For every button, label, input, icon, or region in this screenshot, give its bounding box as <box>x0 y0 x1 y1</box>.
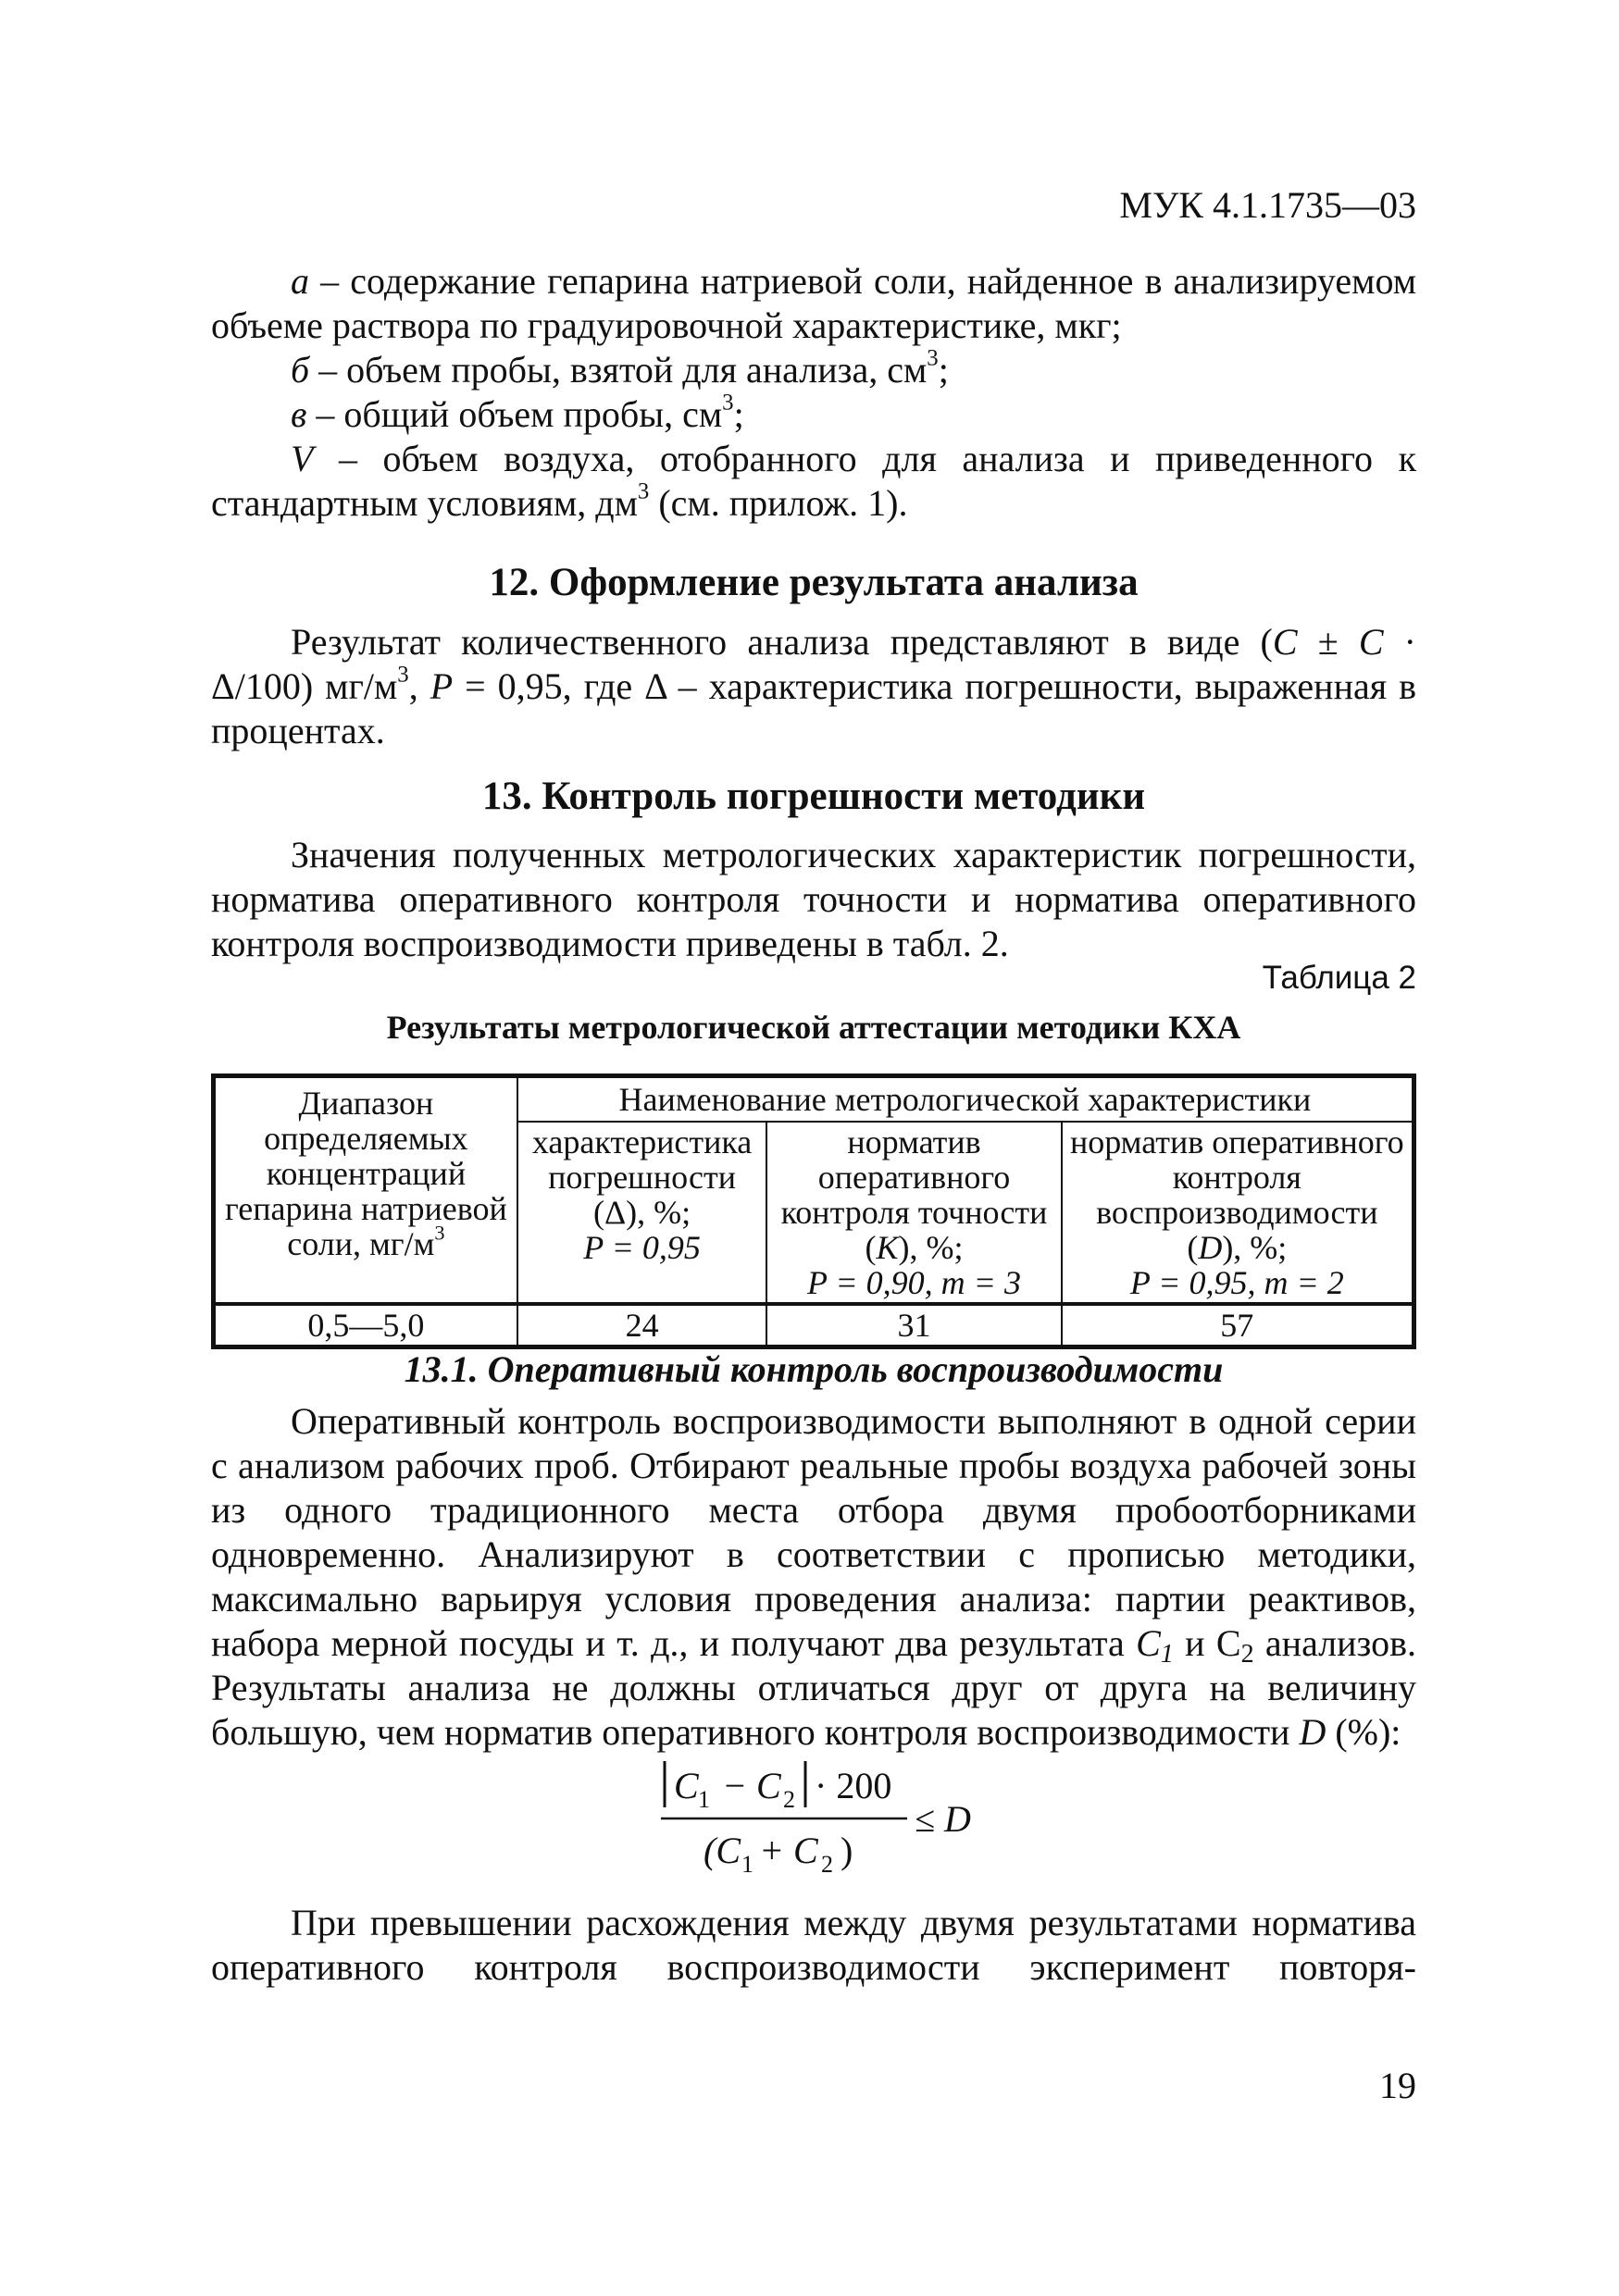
section-13-1-paragraph: Оперативный контроль воспроизводимости выполняют в одной серии с анализом рабочих проб. Отбирают реальные пробы воздуха рабочей зоны из одного традиционного места отбора двумя пробоотборниками одновременно. Анализируют в соответствии с прописью методики, максимально варьируя условия проведения анализа: партии реактивов, набора мерной посуды и т. д., и получают два результата $C_1$ и $C_2$ анализов. Результаты анализа не должны отличаться друг от друга на величину большую, чем норматив оперативного контроля воспроизводимости D (%): <box>211 1400 1416 1753</box>
definition-V: V – объем воздуха, отобранного для анализа и приведенного к стандартным условиям, $дм^3$ (см. прилож. 1). <box>211 438 1416 524</box>
delta-cell: 24 <box>517 1304 767 1347</box>
range-cell: 0,5—5,0 <box>214 1304 517 1347</box>
den-plus-c2: + C <box>759 1830 818 1871</box>
num-index-2: 2 <box>783 1786 795 1813</box>
running-header: МУК 4.1.1735—03 <box>1119 184 1416 226</box>
metrology-table <box>211 1074 1416 1349</box>
definition-v: в – общий объем пробы, $см^3$; <box>291 390 744 435</box>
table-row <box>214 1304 1414 1347</box>
definitions-block <box>211 259 1416 526</box>
d-header-cell: норматив оперативного контроля воспроизводимости (D), %; P = 0,95, m = 2 <box>1062 1122 1414 1304</box>
section-13-1-title: 13.1. Оперативный контроль воспроизводимости <box>404 1348 1224 1390</box>
section-13-title: 13. Контроль погрешности методики <box>481 775 1146 818</box>
den-close: ) <box>841 1830 853 1871</box>
k-cell: 31 <box>766 1304 1061 1347</box>
definition-b: б – объем пробы, взятой для анализа, $см^3$; <box>291 345 949 391</box>
section-12-title: 12. Оформление результата анализа <box>489 561 1139 604</box>
den-index-2: 2 <box>821 1851 833 1878</box>
page-number: 19 <box>1379 2065 1416 2106</box>
d-cell: 57 <box>1062 1304 1414 1347</box>
table-number: Таблица 2 <box>1262 960 1416 996</box>
table-title: Результаты метрологической аттестации методики КХА <box>386 1009 1241 1046</box>
delta-header-cell: характеристика погрешности (Δ), %; P = 0,95 <box>517 1122 767 1304</box>
den-index-1: 1 <box>741 1851 753 1878</box>
num-c1: C <box>674 1765 699 1806</box>
document-page <box>211 0 1416 2296</box>
num-index-1: 1 <box>698 1786 710 1813</box>
num-minus-c2: − C <box>722 1765 781 1806</box>
den-open-c1: (C <box>704 1830 741 1871</box>
range-header-cell: Диапазон определяемых концентраций гепарина натриевой соли, $мг/м^3$ <box>214 1076 517 1305</box>
definition-a: а – содержание гепарина натриевой соли, найденное в анализируемом объеме раствора по градуировочной характеристике, мкг; <box>211 260 1416 346</box>
k-header-cell: норматив оперативного контроля точности (K), %; P = 0,90, m = 3 <box>766 1122 1061 1304</box>
section-12-paragraph: Результат количественного анализа представляют в виде (C ± C · Δ/100) $мг/м^3$, P = 0,95, где Δ – характеристика погрешности, выраженная в процентах. <box>211 621 1417 751</box>
section-13-1-paragraph-2: При превышении расхождения между двумя результатами норматива оперативного контроля воспроизводимости эксперимент повторя- <box>211 1902 1416 1988</box>
table-header-row <box>214 1076 1414 1123</box>
num-times-200: · 200 <box>815 1765 892 1806</box>
reproducibility-formula <box>211 1754 1416 1893</box>
leq-d: ≤ D <box>915 1798 971 1840</box>
group-header-cell: Наименование метрологической характеристики <box>517 1076 1414 1123</box>
section-13-paragraph: Значения полученных метрологических характеристик погрешности, норматива оперативного контроля точности и норматива оперативного контроля воспроизводимости приведены в табл. 2. <box>211 834 1416 964</box>
